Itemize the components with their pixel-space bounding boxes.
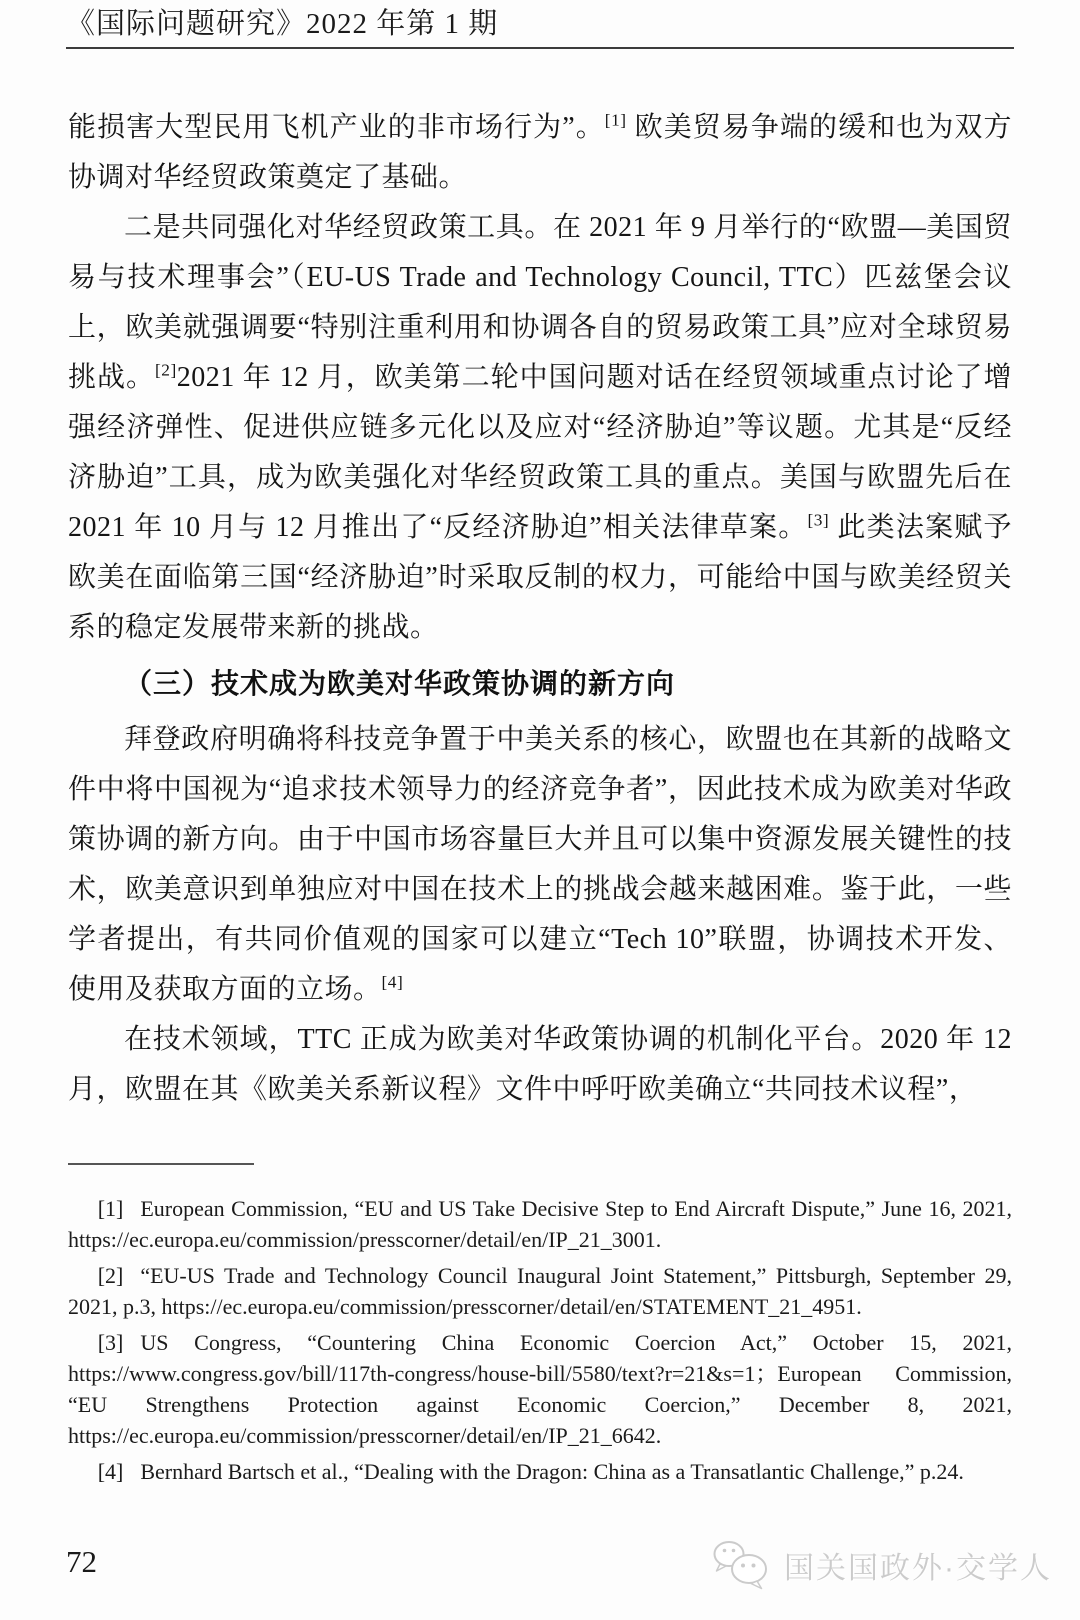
watermark xyxy=(708,1538,1052,1592)
watermark-text: 国关国政外·交学人 xyxy=(784,1552,1052,1585)
section-heading: （三）技术成为欧美对华政策协调的新方向 xyxy=(124,668,676,699)
footnote-text: US Congress, “Countering China Economic Coercion Act,” October 15, 2021, https://www.congress.gov/bill/117th-congress/house-bill/5580/text?r=21&s=1；European Commission, “EU Strengthens Protection against Economic Coercion,” December 8, 2021, https://ec.europa.eu/commission/presscorner/detail/en/IP_21_6642. xyxy=(68,1330,1012,1448)
footnote-text: Bernhard Bartsch et al., “Dealing with the Dragon: China as a Transatlantic Challenge,” p.24. xyxy=(140,1459,964,1484)
footnote-text: European Commission, “EU and US Take Decisive Step to End Aircraft Dispute,” June 16, 2021, https://ec.europa.eu/commission/presscorner/detail/en/IP_21_3001. xyxy=(68,1196,1012,1252)
footnotes-section xyxy=(0,1165,1080,1487)
footnote-ref-4: [4] xyxy=(381,972,404,992)
footnote-ref-1: [1] xyxy=(604,110,627,130)
paragraph xyxy=(68,103,1012,203)
paragraph-text: 能损害大型民用飞机产业的非市场行为”。 xyxy=(68,112,605,143)
paragraph xyxy=(68,203,1012,653)
wechat-icon xyxy=(708,1538,774,1592)
footnote-marker: [3] xyxy=(97,1330,124,1355)
paragraph xyxy=(68,1015,1012,1115)
paragraph-text: 拜登政府明确将科技竞争置于中美关系的核心，欧盟也在其新的战略文件中将中国视为“追求技术领导力的经济竞争者”，因此技术成为欧美对华政策协调的新方向。由于中国市场容量巨大并且可以集中资源发展关键性的技术，欧美意识到单独应对中国在技术上的挑战会越来越困难。鉴于此，一些学者提出，有共同价值观的国家可以建立“Tech 10”联盟，协调技术开发、使用及获取方面的立场。 xyxy=(68,724,1012,1005)
article-body xyxy=(0,103,1080,1115)
page-number: 72 xyxy=(66,1544,97,1579)
footnote-ref-3: [3] xyxy=(807,510,830,530)
paragraph-text: 在技术领域，TTC 正成为欧美对华政策协调的机制化平台。2020 年 12 月，欧盟在其《欧美关系新议程》文件中呼吁欧美确立“共同技术议程”， xyxy=(68,1024,1012,1105)
paragraph-text: 欧美贸易争端的缓和也为双方协调对华经贸政策奠定了基础。 xyxy=(68,112,1012,193)
footnote-entry xyxy=(68,1193,1012,1255)
paragraph-text: 此类法案赋予欧美在面临第三国“经济胁迫”时采取反制的权力，可能给中国与欧美经贸关系的稳定发展带来新的挑战。 xyxy=(68,512,1012,643)
footnote-entry xyxy=(68,1260,1012,1322)
footnote-marker: [4] xyxy=(97,1459,124,1484)
paragraph xyxy=(68,715,1012,1015)
page-header xyxy=(0,0,1080,49)
header-rule xyxy=(66,47,1014,49)
footnote-ref-2: [2] xyxy=(154,360,177,380)
journal-title: 《国际问题研究》2022 年第 1 期 xyxy=(66,8,499,40)
footnote-entry xyxy=(68,1327,1012,1451)
footnote-marker: [1] xyxy=(97,1196,124,1221)
footnote-text: “EU-US Trade and Technology Council Inaugural Joint Statement,” Pittsburgh, September 29, 2021, p.3, https://ec.europa.eu/commission/presscorner/detail/en/STATEMENT_21_4951. xyxy=(68,1263,1012,1319)
paragraph-text: 2021 年 12 月，欧美第二轮中国问题对话在经贸领域重点讨论了增强经济弹性、促进供应链多元化以及应对“经济胁迫”等议题。尤其是“反经济胁迫”工具，成为欧美强化对华经贸政策工具的重点。美国与欧盟先后在 2021 年 10 月与 12 月推出了“反经济胁迫”相关法律草案。 xyxy=(68,362,1012,543)
footnote-marker: [2] xyxy=(97,1263,124,1288)
paragraph-text: 二是共同强化对华经贸政策工具。在 2021 年 9 月举行的“欧盟—美国贸易与技术理事会”（EU-US Trade and Technology Council, TTC）匹兹堡会议上，欧美就强调要“特别注重利用和协调各自的贸易政策工具”应对全球贸易挑战。 xyxy=(68,212,1012,393)
footnote-entry xyxy=(68,1456,1012,1487)
